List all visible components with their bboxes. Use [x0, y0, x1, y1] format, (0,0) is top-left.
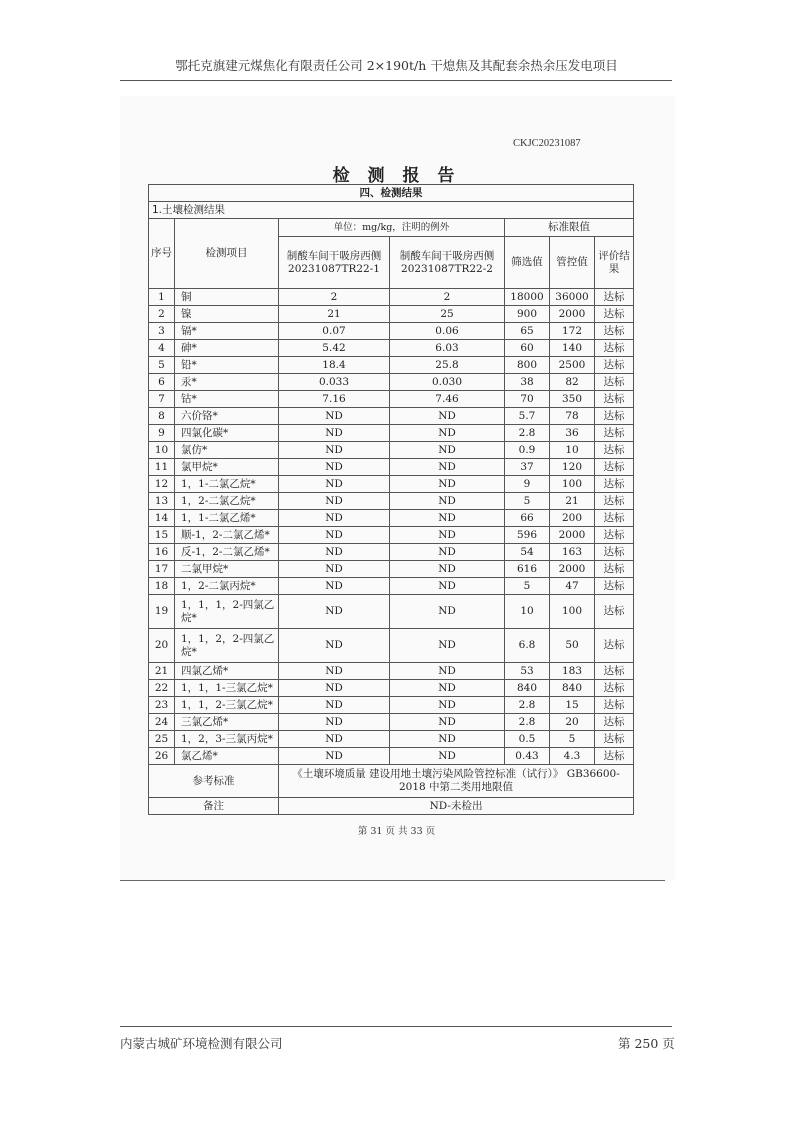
- row-item: 氯乙烯*: [175, 748, 279, 765]
- row-result: 达标: [595, 561, 634, 578]
- row-item: 1，1-二氯乙烯*: [175, 510, 279, 527]
- row-sample1: ND: [279, 510, 390, 527]
- table-row: [149, 323, 634, 340]
- row-sample2: ND: [390, 578, 505, 595]
- row-result: 达标: [595, 595, 634, 629]
- row-result: 达标: [595, 476, 634, 493]
- row-item: 顺-1，2-二氯乙烯*: [175, 527, 279, 544]
- section-title: 四、检测结果: [149, 185, 634, 202]
- row-seq: 24: [149, 714, 175, 731]
- row-control: 120: [550, 459, 595, 476]
- row-seq: 17: [149, 561, 175, 578]
- row-sample1: 0.033: [279, 374, 390, 391]
- unit-note: 单位：mg/kg，注明的例外: [279, 219, 505, 237]
- row-result: 达标: [595, 357, 634, 374]
- row-sample1: ND: [279, 408, 390, 425]
- row-seq: 22: [149, 680, 175, 697]
- row-result: 达标: [595, 714, 634, 731]
- row-sample2: 7.46: [390, 391, 505, 408]
- row-control: 2000: [550, 561, 595, 578]
- row-sample2: ND: [390, 748, 505, 765]
- row-screening: 6.8: [505, 629, 550, 663]
- row-sample2: 2: [390, 289, 505, 306]
- table-row: [149, 578, 634, 595]
- row-sample1: ND: [279, 697, 390, 714]
- row-sample2: ND: [390, 493, 505, 510]
- row-screening: 596: [505, 527, 550, 544]
- row-result: 达标: [595, 323, 634, 340]
- row-screening: 37: [505, 459, 550, 476]
- row-screening: 0.9: [505, 442, 550, 459]
- row-screening: 10: [505, 595, 550, 629]
- row-item: 四氯乙烯*: [175, 663, 279, 680]
- row-item: 二氯甲烷*: [175, 561, 279, 578]
- row-control: 21: [550, 493, 595, 510]
- row-seq: 2: [149, 306, 175, 323]
- table-row: [149, 748, 634, 765]
- row-screening: 0.5: [505, 731, 550, 748]
- table-row: [149, 408, 634, 425]
- row-screening: 5.7: [505, 408, 550, 425]
- soil-results-table: [148, 184, 634, 815]
- row-item: 铜: [175, 289, 279, 306]
- row-result: 达标: [595, 374, 634, 391]
- row-seq: 4: [149, 340, 175, 357]
- row-control: 82: [550, 374, 595, 391]
- row-item: 1，1，1-三氯乙烷*: [175, 680, 279, 697]
- row-sample2: ND: [390, 544, 505, 561]
- row-screening: 2.8: [505, 697, 550, 714]
- row-result: 达标: [595, 391, 634, 408]
- row-screening: 900: [505, 306, 550, 323]
- row-screening: 18000: [505, 289, 550, 306]
- row-item: 砷*: [175, 340, 279, 357]
- row-result: 达标: [595, 544, 634, 561]
- row-sample2: 0.06: [390, 323, 505, 340]
- table-row: [149, 374, 634, 391]
- row-result: 达标: [595, 663, 634, 680]
- row-seq: 11: [149, 459, 175, 476]
- row-sample1: ND: [279, 680, 390, 697]
- row-result: 达标: [595, 731, 634, 748]
- row-sample2: ND: [390, 442, 505, 459]
- row-seq: 23: [149, 697, 175, 714]
- table-row: [149, 544, 634, 561]
- row-result: 达标: [595, 578, 634, 595]
- row-sample1: ND: [279, 629, 390, 663]
- table-row: [149, 663, 634, 680]
- row-item: 反-1，2-二氯乙烯*: [175, 544, 279, 561]
- row-result: 达标: [595, 629, 634, 663]
- row-sample2: 25.8: [390, 357, 505, 374]
- row-item: 1，2-二氯乙烷*: [175, 493, 279, 510]
- table-row: [149, 697, 634, 714]
- row-screening: 60: [505, 340, 550, 357]
- row-sample1: ND: [279, 493, 390, 510]
- row-control: 350: [550, 391, 595, 408]
- row-screening: 5: [505, 493, 550, 510]
- row-result: 达标: [595, 748, 634, 765]
- row-sample2: ND: [390, 561, 505, 578]
- table-row: [149, 561, 634, 578]
- row-control: 100: [550, 595, 595, 629]
- row-seq: 16: [149, 544, 175, 561]
- row-sample1: ND: [279, 527, 390, 544]
- row-seq: 7: [149, 391, 175, 408]
- row-control: 15: [550, 697, 595, 714]
- row-screening: 2.8: [505, 714, 550, 731]
- row-result: 达标: [595, 680, 634, 697]
- row-seq: 14: [149, 510, 175, 527]
- row-control: 2500: [550, 357, 595, 374]
- row-screening: 54: [505, 544, 550, 561]
- row-seq: 20: [149, 629, 175, 663]
- row-sample1: ND: [279, 459, 390, 476]
- row-sample1: 21: [279, 306, 390, 323]
- col-header-screening: 筛选值: [505, 237, 550, 289]
- reference-standard: 《土壤环境质量 建设用地土壤污染风险管控标准（试行）》 GB36600-2018 中第二类用地限值: [279, 765, 634, 798]
- table-row: [149, 306, 634, 323]
- col-header-item: 检测项目: [175, 219, 279, 289]
- row-screening: 0.43: [505, 748, 550, 765]
- row-control: 140: [550, 340, 595, 357]
- row-screening: 70: [505, 391, 550, 408]
- row-control: 20: [550, 714, 595, 731]
- footer-divider: [120, 1026, 672, 1027]
- row-screening: 800: [505, 357, 550, 374]
- row-screening: 2.8: [505, 425, 550, 442]
- row-screening: 38: [505, 374, 550, 391]
- row-sample2: ND: [390, 731, 505, 748]
- row-screening: 53: [505, 663, 550, 680]
- row-control: 50: [550, 629, 595, 663]
- row-item: 四氯化碳*: [175, 425, 279, 442]
- row-seq: 15: [149, 527, 175, 544]
- col-header-seq: 序号: [149, 219, 175, 289]
- table-row: [149, 340, 634, 357]
- table-row: [149, 476, 634, 493]
- row-sample2: ND: [390, 680, 505, 697]
- table-row: [149, 425, 634, 442]
- row-item: 六价铬*: [175, 408, 279, 425]
- row-screening: 5: [505, 578, 550, 595]
- row-seq: 13: [149, 493, 175, 510]
- row-item: 镉*: [175, 323, 279, 340]
- row-seq: 5: [149, 357, 175, 374]
- row-control: 200: [550, 510, 595, 527]
- row-seq: 12: [149, 476, 175, 493]
- row-item: 汞*: [175, 374, 279, 391]
- row-sample2: 6.03: [390, 340, 505, 357]
- row-item: 镍: [175, 306, 279, 323]
- row-result: 达标: [595, 425, 634, 442]
- row-item: 钴*: [175, 391, 279, 408]
- row-result: 达标: [595, 289, 634, 306]
- col-header-sample2: 制酸车间干吸房西侧 20231087TR22-2: [390, 237, 505, 289]
- row-sample2: ND: [390, 629, 505, 663]
- row-screening: 616: [505, 561, 550, 578]
- row-sample2: ND: [390, 476, 505, 493]
- header-divider: [120, 80, 672, 81]
- row-sample1: ND: [279, 544, 390, 561]
- row-sample1: 0.07: [279, 323, 390, 340]
- row-sample2: ND: [390, 408, 505, 425]
- row-control: 5: [550, 731, 595, 748]
- row-sample2: ND: [390, 663, 505, 680]
- row-sample1: ND: [279, 425, 390, 442]
- table-row: [149, 680, 634, 697]
- report-page-number: 第 31 页 共 33 页: [357, 826, 436, 837]
- row-sample1: 5.42: [279, 340, 390, 357]
- row-result: 达标: [595, 493, 634, 510]
- table-row: [149, 714, 634, 731]
- row-result: 达标: [595, 340, 634, 357]
- row-item: 1，1，2，2-四氯乙烷*: [175, 629, 279, 663]
- row-item: 三氯乙烯*: [175, 714, 279, 731]
- row-sample2: 0.030: [390, 374, 505, 391]
- row-item: 铅*: [175, 357, 279, 374]
- row-sample1: ND: [279, 748, 390, 765]
- row-item: 1，1，2-三氯乙烷*: [175, 697, 279, 714]
- row-control: 47: [550, 578, 595, 595]
- row-result: 达标: [595, 697, 634, 714]
- table-row: [149, 527, 634, 544]
- row-seq: 21: [149, 663, 175, 680]
- row-item: 1，1-二氯乙烷*: [175, 476, 279, 493]
- note-label: 备注: [149, 798, 279, 815]
- row-sample1: ND: [279, 561, 390, 578]
- row-result: 达标: [595, 510, 634, 527]
- row-sample2: ND: [390, 459, 505, 476]
- footer-page: 第 250 页: [618, 1036, 675, 1051]
- row-result: 达标: [595, 408, 634, 425]
- row-seq: 25: [149, 731, 175, 748]
- row-sample2: ND: [390, 527, 505, 544]
- table-row: [149, 493, 634, 510]
- col-header-standard: 标准限值: [505, 219, 634, 237]
- row-screening: 840: [505, 680, 550, 697]
- row-control: 4.3: [550, 748, 595, 765]
- row-sample2: ND: [390, 510, 505, 527]
- row-item: 氯仿*: [175, 442, 279, 459]
- report-number: CKJC20231087: [513, 138, 581, 149]
- row-control: 183: [550, 663, 595, 680]
- note-value: ND-未检出: [279, 798, 634, 815]
- row-control: 2000: [550, 527, 595, 544]
- row-control: 36: [550, 425, 595, 442]
- row-screening: 66: [505, 510, 550, 527]
- row-seq: 8: [149, 408, 175, 425]
- row-result: 达标: [595, 442, 634, 459]
- row-sample1: ND: [279, 476, 390, 493]
- row-sample2: ND: [390, 595, 505, 629]
- row-sample1: ND: [279, 578, 390, 595]
- row-sample1: ND: [279, 731, 390, 748]
- row-control: 172: [550, 323, 595, 340]
- row-control: 36000: [550, 289, 595, 306]
- col-header-sample1: 制酸车间干吸房西侧 20231087TR22-1: [279, 237, 390, 289]
- reference-label: 参考标准: [149, 765, 279, 798]
- subsection-title: 1.土壤检测结果: [149, 202, 634, 219]
- row-sample1: ND: [279, 663, 390, 680]
- row-item: 氯甲烷*: [175, 459, 279, 476]
- row-seq: 18: [149, 578, 175, 595]
- row-control: 2000: [550, 306, 595, 323]
- row-seq: 1: [149, 289, 175, 306]
- row-control: 100: [550, 476, 595, 493]
- row-control: 163: [550, 544, 595, 561]
- row-seq: 19: [149, 595, 175, 629]
- row-result: 达标: [595, 306, 634, 323]
- row-seq: 26: [149, 748, 175, 765]
- row-control: 78: [550, 408, 595, 425]
- table-row: [149, 357, 634, 374]
- report-title: 检 测 报 告: [332, 166, 461, 186]
- row-screening: 65: [505, 323, 550, 340]
- row-sample1: ND: [279, 442, 390, 459]
- table-row: [149, 289, 634, 306]
- row-sample1: 2: [279, 289, 390, 306]
- table-row: [149, 442, 634, 459]
- row-seq: 6: [149, 374, 175, 391]
- row-seq: 10: [149, 442, 175, 459]
- page-header-title: 鄂托克旗建元煤焦化有限责任公司 2×190t/h 干熄焦及其配套余热余压发电项目: [175, 58, 618, 73]
- row-sample1: ND: [279, 714, 390, 731]
- row-item: 1，1，1，2-四氯乙烷*: [175, 595, 279, 629]
- scan-edge: [120, 880, 665, 881]
- row-sample2: 25: [390, 306, 505, 323]
- table-row: [149, 459, 634, 476]
- row-item: 1，2-二氯丙烷*: [175, 578, 279, 595]
- row-seq: 9: [149, 425, 175, 442]
- row-seq: 3: [149, 323, 175, 340]
- row-screening: 9: [505, 476, 550, 493]
- row-control: 840: [550, 680, 595, 697]
- row-sample2: ND: [390, 714, 505, 731]
- col-header-control: 管控值: [550, 237, 595, 289]
- table-row: [149, 595, 634, 629]
- table-row: [149, 391, 634, 408]
- row-item: 1，2，3-三氯丙烷*: [175, 731, 279, 748]
- table-row: [149, 510, 634, 527]
- row-sample1: 18.4: [279, 357, 390, 374]
- row-sample2: ND: [390, 697, 505, 714]
- col-header-evaluation: 评价结果: [595, 237, 634, 289]
- row-sample1: 7.16: [279, 391, 390, 408]
- row-sample1: ND: [279, 595, 390, 629]
- row-result: 达标: [595, 459, 634, 476]
- footer-company: 内蒙古城矿环境检测有限公司: [120, 1036, 283, 1051]
- row-control: 10: [550, 442, 595, 459]
- table-row: [149, 731, 634, 748]
- row-result: 达标: [595, 527, 634, 544]
- table-row: [149, 629, 634, 663]
- row-sample2: ND: [390, 425, 505, 442]
